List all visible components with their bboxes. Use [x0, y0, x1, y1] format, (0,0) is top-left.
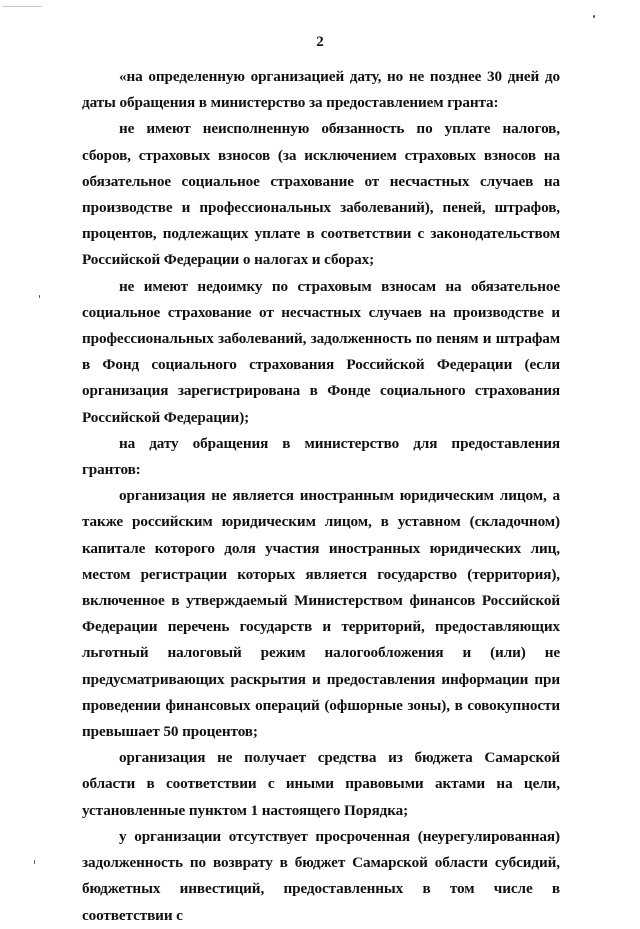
paragraph: у организации отсутствует просроченная (неурегулированная) задолженность по возврату в бюджет Самарской области субсидий, бюджетных инвестиций, предоставленных в том числе в соответствии с	[82, 827, 560, 924]
page-number: 2	[316, 34, 324, 50]
document-body	[82, 64, 560, 929]
scan-artifact-line	[2, 6, 42, 7]
paragraph: организация не является иностранным юридическим лицом, а также российским юридическим лицом, в уставном (складочном) капитале которого доля участия иностранных юридических лиц, местом регистрации которых является государство (территория), включенное в утверждаемый Министерством финансов Российской Федерации перечень государств и территорий, предоставляющих льготный налоговый режим налогообложения и (или) не предусматривающих раскрытия и предоставления информации при проведении финансовых операций (офшорные зоны), в совокупности превышает 50 процентов;	[82, 487, 560, 741]
paragraph: не имеют недоимку по страховым взносам на обязательное социальное страхование от несчастных случаев на производстве и профессиональных заболеваний, задолженность по пеням и штрафам в Фонд социального страхования Российской Федерации (если организация зарегистрирована в Фонде социального страхования Российской Федерации);	[82, 277, 560, 426]
scan-speck	[593, 15, 595, 18]
paragraph: организация не получает средства из бюджета Самарской области в соответствии с иными правовыми актами на цели, установленные пунктом 1 настоящего Порядка;	[82, 749, 560, 819]
paragraph: на дату обращения в министерство для предоставления грантов:	[82, 434, 560, 479]
scan-speck	[39, 295, 40, 298]
paragraph: «на определенную организацией дату, но не позднее 30 дней до даты обращения в министерство за предоставлением гранта:	[82, 68, 560, 112]
paragraph: не имеют неисполненную обязанность по уплате налогов, сборов, страховых взносов (за исключением страховых взносов на обязательное социальное страхование от несчастных случаев на производстве и профессиональных заболеваний), пеней, штрафов, процентов, подлежащих уплате в соответствии с законодательством Российской Федерации о налогах и сборах;	[82, 120, 560, 269]
scan-speck	[34, 860, 35, 864]
